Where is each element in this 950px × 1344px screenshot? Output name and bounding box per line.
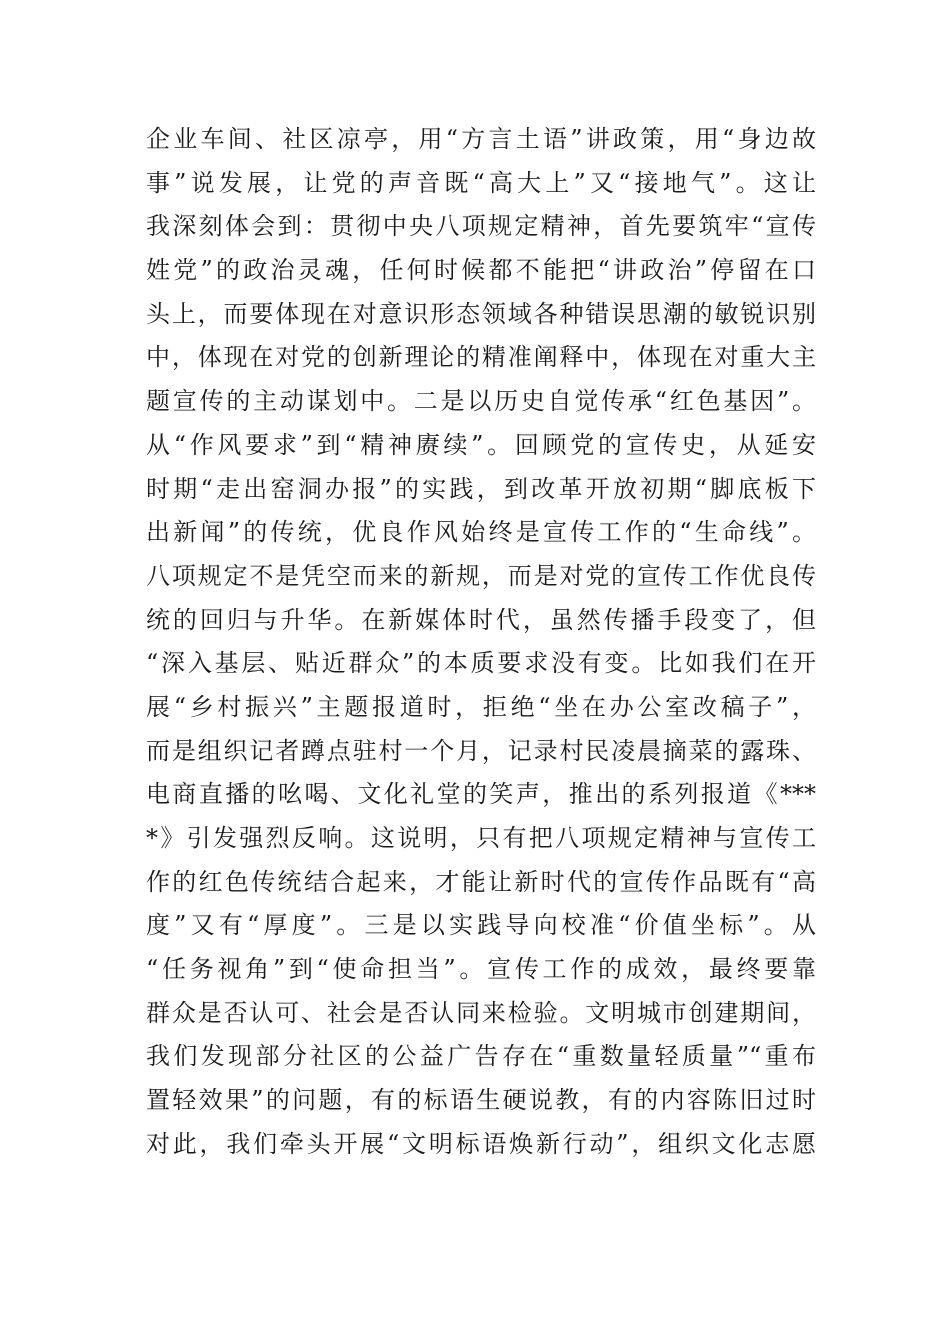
text-line: 八项规定不是凭空而来的新规，而是对党的宣传工作优良传 bbox=[146, 561, 816, 590]
text-line: 事”说发展，让党的声音既“高大上”又“接地气”。这让 bbox=[146, 168, 816, 197]
text-line: 电商直播的吆喝、文化礼堂的笑声，推出的系列报道《*** bbox=[146, 780, 816, 809]
text-line: 群众是否认可、社会是否认同来检验。文明城市创建期间， bbox=[146, 998, 816, 1027]
text-line: 置轻效果”的问题，有的标语生硬说教，有的内容陈旧过时 bbox=[146, 1086, 816, 1115]
text-line: “深入基层、贴近群众”的本质要求没有变。比如我们在开 bbox=[146, 649, 816, 678]
text-line: 我们发现部分社区的公益广告存在“重数量轻质量”“重布 bbox=[146, 1042, 816, 1071]
text-line: 对此，我们牵头开展“文明标语焕新行动”，组织文化志愿 bbox=[146, 1129, 816, 1158]
text-line: 从“作风要求”到“精神赓续”。回顾党的宣传史，从延安 bbox=[146, 430, 816, 459]
body-text bbox=[146, 118, 816, 1167]
text-line: 作的红色传统结合起来，才能让新时代的宣传作品既有“高 bbox=[146, 867, 816, 896]
text-line: *》引发强烈反响。这说明，只有把八项规定精神与宣传工 bbox=[146, 824, 816, 852]
text-line: 度”又有“厚度”。三是以实践导向校准“价值坐标”。从 bbox=[146, 911, 816, 940]
text-line: “任务视角”到“使命担当”。宣传工作的成效，最终要靠 bbox=[146, 955, 816, 984]
text-line: 头上，而要体现在对意识形态领域各种错误思潮的敏锐识别 bbox=[146, 299, 816, 328]
text-line: 企业车间、社区凉亭，用“方言土语”讲政策，用“身边故 bbox=[146, 125, 816, 153]
text-line: 而是组织记者蹲点驻村一个月，记录村民凌晨摘菜的露珠、 bbox=[146, 736, 816, 765]
text-line: 出新闻”的传统，优良作风始终是宣传工作的“生命线”。 bbox=[146, 518, 816, 547]
text-line: 题宣传的主动谋划中。二是以历史自觉传承“红色基因”。 bbox=[146, 387, 816, 416]
text-line: 我深刻体会到：贯彻中央八项规定精神，首先要筑牢“宣传 bbox=[146, 212, 816, 241]
text-line: 姓党”的政治灵魂，任何时候都不能把“讲政治”停留在口 bbox=[146, 256, 816, 285]
text-line: 统的回归与升华。在新媒体时代，虽然传播手段变了，但 bbox=[146, 605, 816, 634]
text-line: 展“乡村振兴”主题报道时，拒绝“坐在办公室改稿子”， bbox=[146, 692, 816, 721]
text-line: 时期“走出窑洞办报”的实践，到改革开放初期“脚底板下 bbox=[146, 474, 816, 503]
text-line: 中，体现在对党的创新理论的精准阐释中，体现在对重大主 bbox=[146, 343, 816, 372]
